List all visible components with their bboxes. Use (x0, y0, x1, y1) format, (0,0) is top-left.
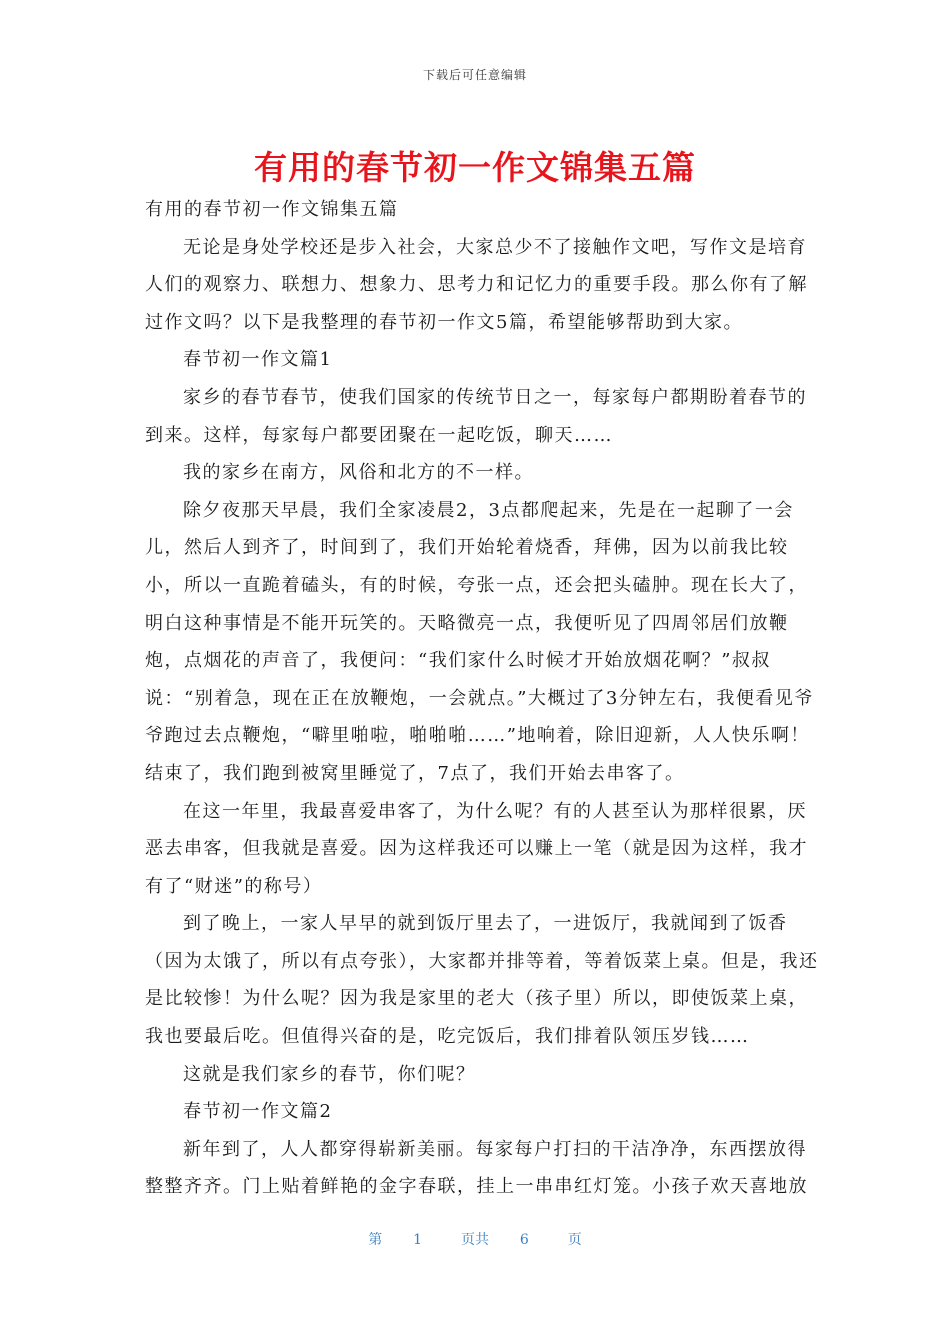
paragraph: 到了晚上，一家人早早的就到饭厅里去了，一进饭厅，我就闻到了饭香（因为太饿了，所以有点夸张），大家都并排等着，等着饭菜上桌。但是，我还是比较惨！为什么呢？因为我是家里的老大（孩子里）所以，即使饭菜上桌，我也要最后吃。但值得兴奋的是，吃完饭后，我们排着队领压岁钱…… (145, 913, 819, 1048)
document-body (145, 191, 820, 1206)
footer-page-number: 1 (413, 1232, 423, 1248)
document-title: 有用的春节初一作文锦集五篇 (254, 148, 696, 187)
paragraph: 我的家乡在南方，风俗和北方的不一样。 (183, 462, 534, 484)
paragraph: 这就是我们家乡的春节，你们呢？ (183, 1063, 476, 1085)
footer-page-prefix: 第 (368, 1232, 383, 1248)
paragraph: 在这一年里，我最喜爱串客了，为什么呢？有的人甚至认为那样很累，厌恶去串客，但我就是喜爱。因为这样我还可以赚上一笔（就是因为这样，我才有了“财迷”的称号） (145, 800, 808, 897)
paragraph: 除夕夜那天早晨，我们全家凌晨2，3点都爬起来，先是在一起聊了一会儿，然后人到齐了，时间到了，我们开始轮着烧香，拜佛，因为以前我比较小，所以一直跪着磕头，有的时候，夸张一点，还会把头磕肿。现在长大了，明白这种事情是不能开玩笑的。天略微亮一点，我便听见了四周邻居们放鞭炮，点烟花的声音了，我便问：“我们家什么时候才开始放烟花啊？”叔叔说：“别着急，现在正在放鞭炮，一会就点。”大概过了3分钟左右，我便看见爷爷跑过去点鞭炮，“噼里啪啦，啪啪啪……”地响着，除旧迎新，人人快乐啊！结束了，我们跑到被窝里睡觉了，7点了，我们开始去串客了。 (145, 499, 814, 784)
document-subtitle: 有用的春节初一作文锦集五篇 (145, 199, 399, 220)
paragraph: 无论是身处学校还是步入社会，大家总少不了接触作文吧，写作文是培育人们的观察力、联想力、想象力、思考力和记忆力的重要手段。那么你有了解过作文吗？以下是我整理的春节初一作文5篇，希望能够帮助到大家。 (145, 236, 808, 333)
footer-page-suffix: 页 (567, 1232, 582, 1248)
footer-page-middle: 页共 (461, 1232, 489, 1248)
page-footer (0, 1229, 950, 1249)
paragraph: 新年到了，人人都穿得崭新美丽。每家每户打扫的干洁净净，东西摆放得整整齐齐。门上贴着鲜艳的金字春联，挂上一串串红灯笼。小孩子欢天喜地放 (145, 1138, 808, 1198)
paragraph: 家乡的春节春节，使我们国家的传统节日之一，每家每户都期盼着春节的到来。这样，每家每户都要团聚在一起吃饭，聊天…… (145, 386, 807, 446)
header-note: 下载后可任意编辑 (422, 68, 527, 82)
section-heading: 春节初一作文篇2 (183, 1101, 333, 1123)
footer-page-total: 6 (519, 1232, 529, 1248)
section-heading: 春节初一作文篇1 (183, 349, 333, 371)
